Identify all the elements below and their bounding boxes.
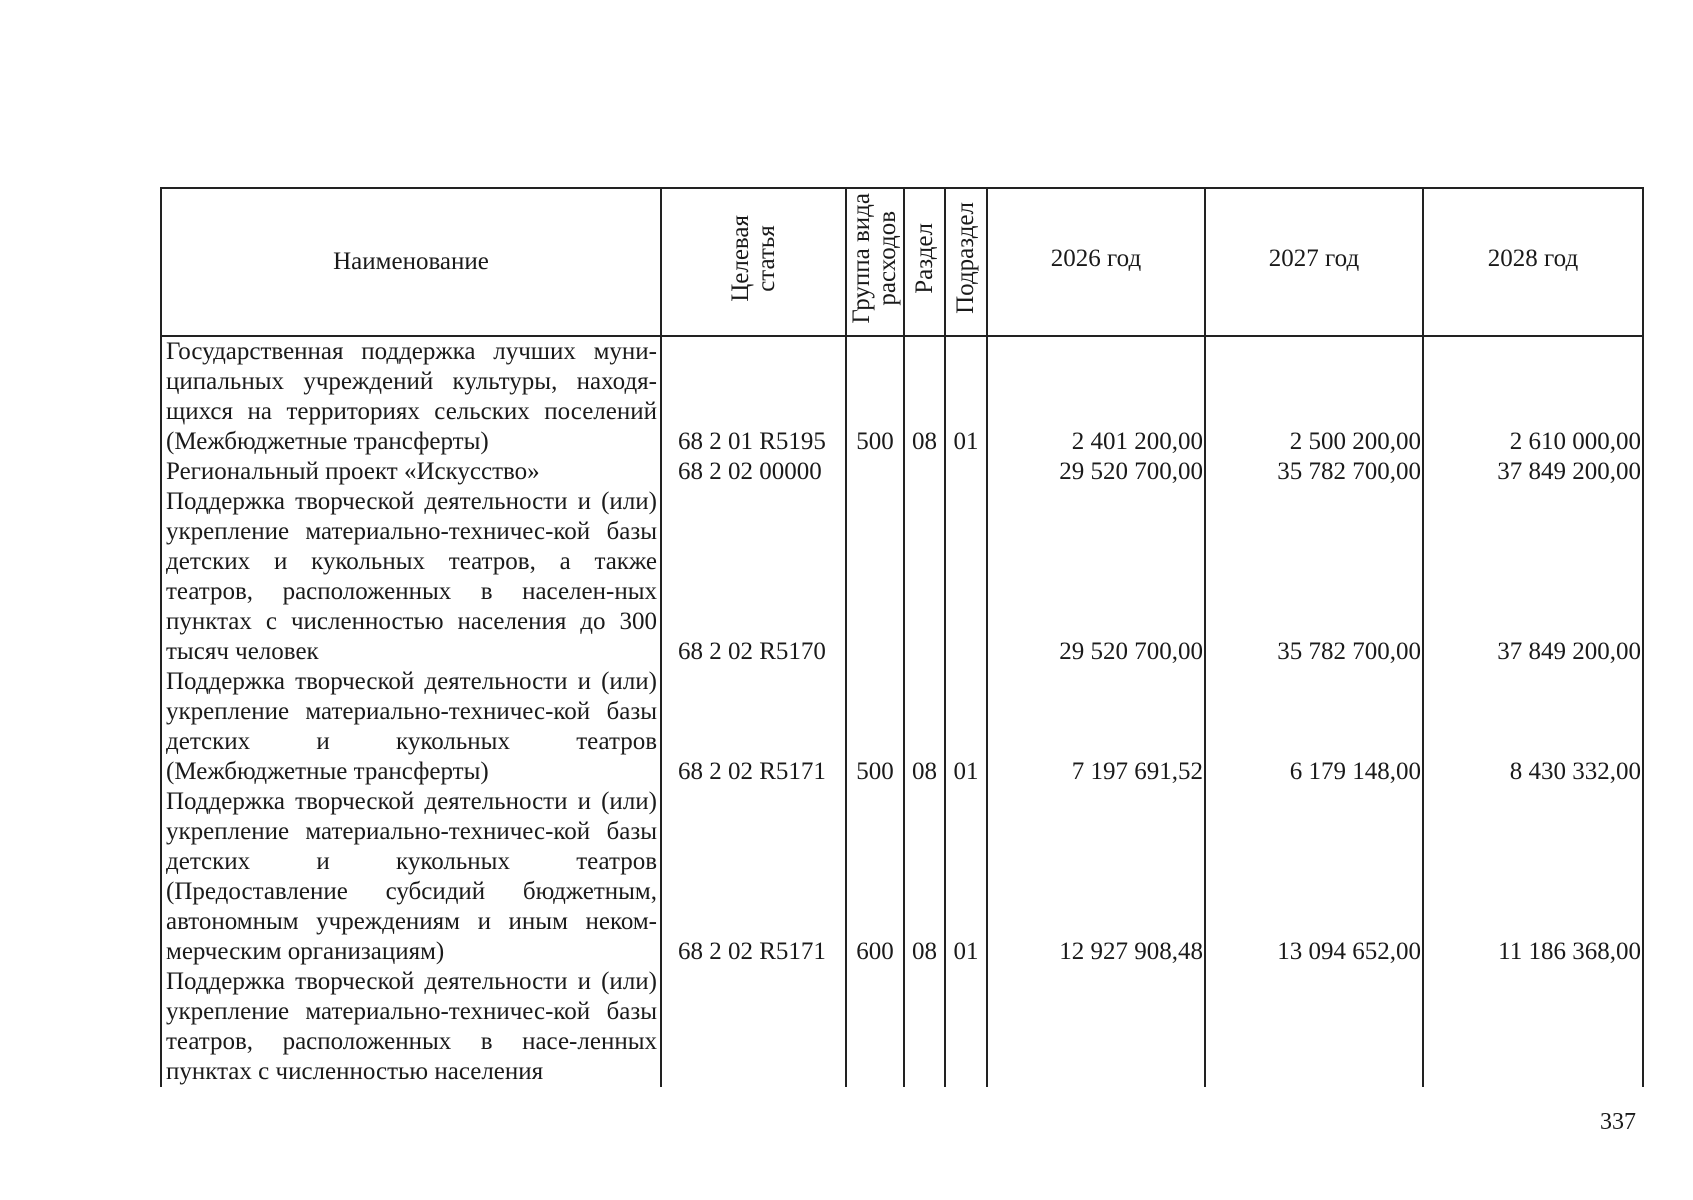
row-target-code: 68 2 02 00000: [678, 458, 822, 485]
row-name: Поддержка творческой деятельности и (или) укрепление материально-техничес-кой базы театров, расположенных в насе-ленных пунктах с численностью населения: [166, 968, 657, 1085]
table-row-cell: [946, 457, 986, 487]
header-group-label: Группа вида расходов: [848, 192, 901, 324]
table-row-cell: [162, 667, 660, 787]
table-row-cell: [988, 967, 1204, 1087]
table-row-cell: [1206, 667, 1422, 787]
table-row-cell: [662, 337, 845, 457]
row-section: 08: [912, 428, 937, 455]
table-row-cell: [847, 457, 903, 487]
table-row-cell: [946, 337, 986, 457]
table-row-cell: [847, 787, 903, 967]
year-2028-column: [1423, 336, 1643, 1087]
table-row-cell: [1424, 457, 1642, 487]
row-amount-2027: 6 179 148,00: [1289, 758, 1421, 785]
header-year-2026: [987, 188, 1205, 336]
header-year-2027-label: 2027 год: [1268, 245, 1360, 272]
row-amount-2026: 12 927 908,48: [1059, 938, 1203, 965]
table-row-cell: [988, 487, 1204, 667]
year-2026-column: [987, 336, 1205, 1087]
row-name: Региональный проект «Искусство»: [166, 458, 540, 485]
row-expense-group: 600: [856, 938, 894, 965]
subsection-column: [945, 336, 987, 1087]
table-row-cell: [1206, 787, 1422, 967]
row-amount-2026: 2 401 200,00: [1071, 428, 1203, 455]
row-amount-2027: 35 782 700,00: [1277, 458, 1421, 485]
header-subsection: [945, 188, 987, 336]
header-year-2026-label: 2026 год: [1050, 245, 1142, 272]
table-row-cell: [847, 487, 903, 667]
table-row-cell: [1206, 967, 1422, 1087]
row-target-code: 68 2 02 R5170: [678, 638, 826, 665]
table-row-cell: [905, 487, 944, 667]
table-row-cell: [1424, 667, 1642, 787]
table-row-cell: [1206, 487, 1422, 667]
row-amount-2028: 37 849 200,00: [1497, 638, 1641, 665]
header-section-label: Раздел: [910, 222, 938, 294]
table-row-cell: [905, 967, 944, 1087]
row-amount-2027: 2 500 200,00: [1289, 428, 1421, 455]
row-amount-2028: 2 610 000,00: [1509, 428, 1641, 455]
table-body: [161, 336, 1643, 1087]
table-row-cell: [905, 337, 944, 457]
row-amount-2028: 37 849 200,00: [1497, 458, 1641, 485]
row-subsection: 01: [953, 758, 979, 785]
table-row-cell: [662, 967, 845, 1087]
table-header: [161, 188, 1643, 336]
table-row-cell: [905, 787, 944, 967]
header-year-2027: [1205, 188, 1423, 336]
table-row-cell: [1424, 337, 1642, 457]
header-name-label: Наименование: [333, 248, 489, 275]
table-row-cell: [847, 967, 903, 1087]
header-name: [161, 188, 661, 336]
row-target-code: 68 2 02 R5171: [678, 938, 826, 965]
row-subsection: 01: [953, 938, 979, 965]
table-row-cell: [847, 667, 903, 787]
table-row-cell: [946, 787, 986, 967]
table-row-cell: [162, 457, 660, 487]
table-row-cell: [662, 667, 845, 787]
row-subsection: 01: [953, 428, 979, 455]
row-section: 08: [912, 938, 937, 965]
year-2027-column: [1205, 336, 1423, 1087]
table-row-cell: [946, 487, 986, 667]
table-row-cell: [946, 967, 986, 1087]
row-name: Поддержка творческой деятельности и (или) укрепление материально-техничес-кой базы детских и кукольных театров (Межбюджетные трансферты): [166, 668, 657, 785]
row-amount-2026: 29 520 700,00: [1059, 458, 1203, 485]
row-expense-group: 500: [856, 758, 894, 785]
table-row-cell: [988, 457, 1204, 487]
table-row-cell: [946, 667, 986, 787]
section-column: [904, 336, 945, 1087]
target-column: [661, 336, 846, 1087]
row-amount-2028: 8 430 332,00: [1509, 758, 1641, 785]
row-amount-2026: 7 197 691,52: [1071, 758, 1203, 785]
row-name: Поддержка творческой деятельности и (или) укрепление материально-техничес-кой базы детских и кукольных театров (Предоставление субсидий бюджетным, автономным учреждениям и иным неком-мерческим организациям): [166, 788, 657, 965]
header-group: [846, 188, 904, 336]
table-row-cell: [662, 457, 845, 487]
table-row-cell: [662, 487, 845, 667]
table-row-cell: [1206, 457, 1422, 487]
table-row-cell: [988, 337, 1204, 457]
row-amount-2027: 35 782 700,00: [1277, 638, 1421, 665]
page-number: 337: [1600, 1109, 1636, 1135]
table-row-cell: [988, 667, 1204, 787]
table-row-cell: [905, 667, 944, 787]
table-row-cell: [1424, 487, 1642, 667]
table-row-cell: [1424, 967, 1642, 1087]
row-amount-2027: 13 094 652,00: [1277, 938, 1421, 965]
header-year-2028-label: 2028 год: [1487, 245, 1579, 272]
table-row-cell: [162, 787, 660, 967]
header-subsection-label: Подраздел: [952, 202, 979, 314]
header-section: [904, 188, 945, 336]
row-target-code: 68 2 01 R5195: [678, 428, 826, 455]
row-expense-group: 500: [856, 428, 894, 455]
name-column: [161, 336, 661, 1087]
header-target-label: Целевая статья: [726, 214, 780, 302]
row-target-code: 68 2 02 R5171: [678, 758, 826, 785]
budget-table: [160, 187, 1644, 1087]
table-row-cell: [162, 337, 660, 457]
table-row-cell: [1424, 787, 1642, 967]
row-amount-2028: 11 186 368,00: [1498, 938, 1641, 965]
table-row-cell: [1206, 337, 1422, 457]
header-year-2028: [1423, 188, 1643, 336]
table-row-cell: [162, 487, 660, 667]
row-amount-2026: 29 520 700,00: [1059, 638, 1203, 665]
group-column: [846, 336, 904, 1087]
table-row-cell: [988, 787, 1204, 967]
row-name: Поддержка творческой деятельности и (или) укрепление материально-техничес-кой базы детских и кукольных театров, а также театров, расположенных в населен-ных пунктах с численностью населения до 300 тысяч человек: [166, 488, 657, 665]
table-row-cell: [662, 787, 845, 967]
table-row-cell: [905, 457, 944, 487]
row-section: 08: [912, 758, 937, 785]
header-target: [661, 188, 846, 336]
table-row-cell: [162, 967, 660, 1087]
table-row-cell: [847, 337, 903, 457]
row-name: Государственная поддержка лучших муни-ципальных учреждений культуры, находя-щихся на территориях сельских поселений (Межбюджетные трансферты): [166, 338, 657, 455]
